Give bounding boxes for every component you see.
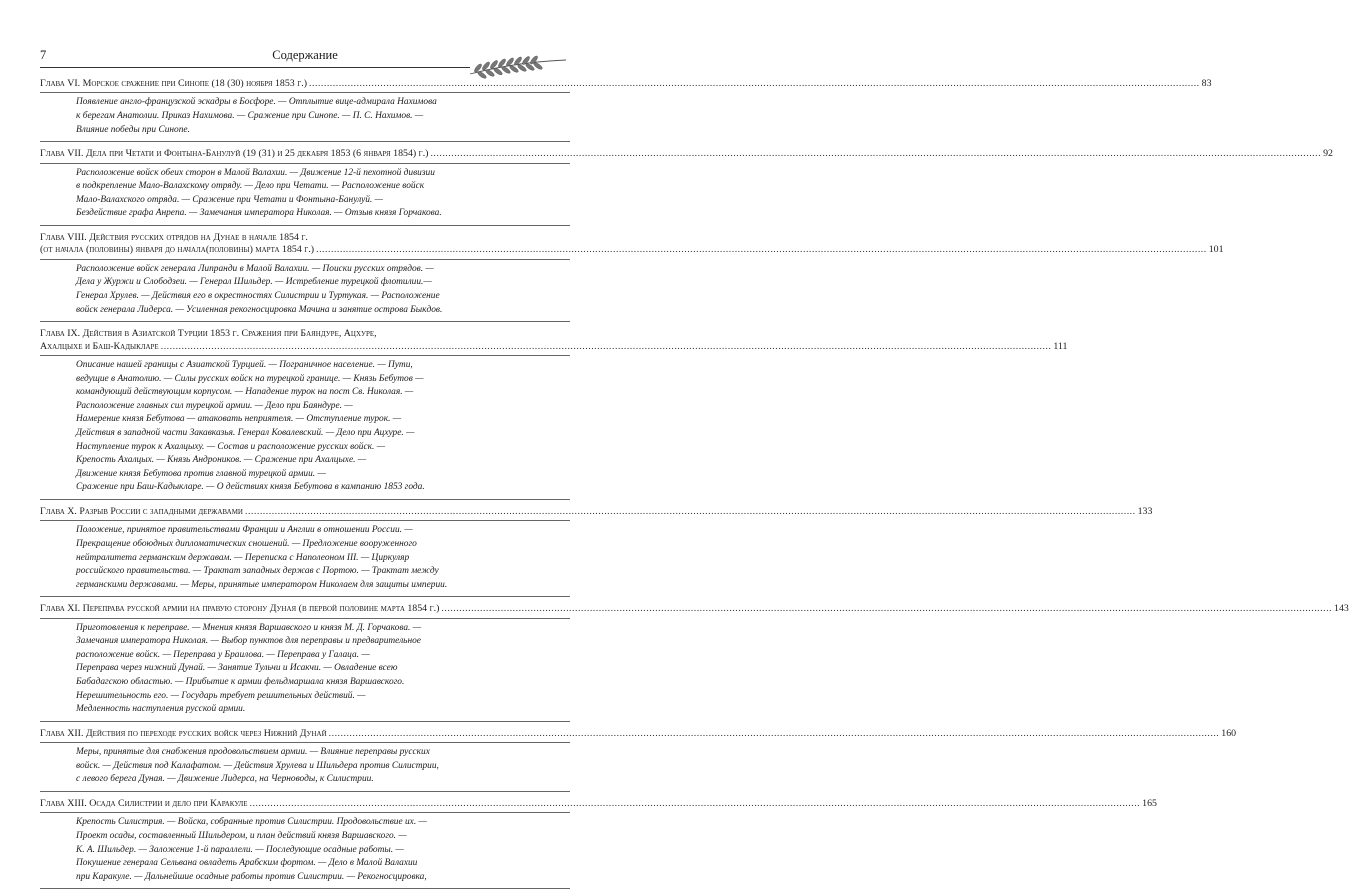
chapter-page-number: 92 (1323, 148, 1333, 160)
summary-line: Приготовления к переправе. — Мнения князя Варшавского и князя М. Д. Горчакова. — (76, 622, 422, 633)
chapter-page-number: 165 (1142, 798, 1157, 810)
leader-dots: ............................................................................................................................................................................................................................................................................................................ (328, 727, 1220, 739)
summary-line: Меры, принятые для снабжения продовольствием армии. — Влияние переправы русских (76, 747, 430, 758)
toc-chapter (40, 78, 1212, 142)
summary-line: К. А. Шильдер. — Заложение 1-й параллели. — Последующие осадные работы. — (76, 844, 404, 855)
toc-chapter (40, 231, 1224, 322)
summary-line: войск. — Действия под Калафатом. — Действия Хрулева и Шильдера против Силистрии, (76, 760, 439, 771)
chapter-title-line (40, 603, 1349, 615)
summary-line: Генерал Хрулев. — Действия его в окрестностях Силистрии и Туртукая. — Расположение (76, 290, 440, 301)
summary-line: Покушение генерала Сельвана овладеть Арабским фортом. — Дело в Малой Валахии (76, 858, 418, 869)
summary-line: Замечания императора Николая. — Выбор пунктов для переправы и предварительное (76, 636, 421, 647)
chapter-summary (40, 520, 570, 597)
summary-line: к берегам Анатолии. Приказ Нахимова. — Сражение при Синопе. — П. С. Нахимов. — (76, 111, 424, 121)
leader-dots: ............................................................................................................................................................................................................................................................................................................ (160, 340, 1052, 352)
page-title: Содержание (272, 48, 338, 62)
toc-chapter (40, 505, 1153, 597)
summary-line: германскими державами. — Меры, принятые императором Николаем для защиты империи. (76, 579, 448, 590)
summary-line: Наступление турок к Ахалцыху. — Состав и расположение русских войск. — (76, 441, 386, 452)
summary-line: Дела у Журжи и Слободзеи. — Генерал Шильдер. — Истребление турецкой флотилии.— (76, 277, 432, 288)
laurel-ornament-icon (466, 52, 570, 80)
toc-chapter (40, 328, 1068, 500)
chapter-title-line (40, 798, 1157, 810)
summary-line: Крепость Ахалцых. — Князь Андроников. — Сражение при Ахалцыхе. — (76, 455, 367, 466)
chapter-summary (40, 92, 570, 142)
summary-line: Прекращение обоюдных дипломатических сношений. — Предложение вооруженного (76, 538, 417, 549)
header-rule (40, 67, 470, 68)
summary-line: Бездействие графа Анрепа. — Замечания императора Николая. — Отзыв князя Горчакова. (76, 208, 442, 219)
chapter-summary (40, 618, 570, 722)
summary-line: Сражение при Баш-Кадыкларе. — О действиях князя Бебутова в кампанию 1853 года. (76, 482, 425, 493)
summary-line: Переправа через нижний Дунай. — Занятие Тульчи и Исакчи. — Овладение всею (76, 663, 398, 674)
chapter-page-number: 101 (1208, 244, 1224, 256)
chapter-title: (от начала (половины) января до начала(половины) марта 1854 г.) (40, 244, 315, 256)
summary-line: расположение войск. — Переправа у Браилова. — Переправа у Галаца. — (76, 649, 370, 660)
summary-line: Намерение князя Бебутова — атаковать неприятеля. — Отступление турок. — (76, 414, 402, 425)
toc-chapter (40, 603, 1349, 722)
table-of-contents (40, 78, 1349, 895)
chapter-title: Глава IX. Действия в Азиатской Турции 1853 г. Сражения при Баяндуре, Ацхуре, (40, 328, 377, 340)
toc-chapter (40, 148, 1333, 226)
chapter-summary (40, 259, 570, 322)
chapter-title-line (40, 340, 1068, 353)
summary-line: командующий действующим корпусом. — Нападение турок на пост Св. Николая. — (76, 387, 414, 398)
chapter-summary (40, 355, 570, 500)
summary-line: Проект осады, составленный Шильдером, и план действий князя Варшавского. — (76, 831, 407, 842)
leader-dots: ............................................................................................................................................................................................................................................................................................................ (316, 244, 1207, 256)
summary-line: Появление англо-французской эскадры в Босфоре. — Отплытие вице-адмирала Нахимова (76, 97, 437, 108)
summary-line: Положение, принятое правительствами Франции и Англии в отношении России. — (76, 525, 413, 536)
leader-dots: ............................................................................................................................................................................................................................................................................................................ (441, 603, 1333, 615)
summary-line: Расположение войск обеих сторон в Малой Валахии. — Движение 12-й пехотной дивизии (76, 167, 435, 178)
chapter-page-number: 143 (1334, 603, 1349, 615)
summary-line: Действия в западной части Закавказья. Генерал Ковалевский. — Дело при Ацхуре. — (76, 427, 415, 438)
chapter-page-number: 160 (1221, 727, 1237, 739)
summary-line: Движение князя Бебутова против главной турецкой армии. — (76, 468, 326, 479)
summary-line: российского правительства. — Трактат западных держав с Портою. — Трактат между (76, 566, 439, 577)
leader-dots: ............................................................................................................................................................................................................................................................................................................ (249, 798, 1141, 810)
chapter-title-line-continued (40, 232, 570, 244)
summary-line: Бабадагскою областью. — Прибытие к армии фельдмаршала князя Варшавского. (76, 677, 405, 688)
summary-line: Расположение главных сил турецкой армии. — Дело при Баяндуре. — (76, 400, 353, 411)
summary-line: Крепость Силистрия. — Войска, собранные против Силистрии. Продовольствие их. — (76, 817, 427, 828)
chapter-title: Ахалцыхе и Баш-Кадыкларе (40, 340, 159, 352)
chapter-title-line (40, 78, 1212, 90)
summary-line: в подкрепление Мало-Валахскому отряду. — Дело при Четати. — Расположение войск (76, 181, 425, 192)
toc-chapter (40, 798, 1157, 889)
chapter-title-line (40, 244, 1224, 256)
summary-line: ведущие в Анатолию. — Силы русских войск на турецкой границе. — Князь Бебутов — (76, 373, 424, 384)
chapter-page-number: 133 (1137, 505, 1153, 517)
chapter-title-line (40, 148, 1333, 160)
chapter-title: Глава VII. Дела при Четати и Фонтына-Банулуй (19 (31) и 25 декабря 1853 (6 января 1854) г.) (40, 148, 429, 160)
chapter-summary (40, 812, 570, 889)
chapter-title: Глава X. Разрыв России с западными державами (40, 505, 243, 517)
summary-line: Медленность наступления русской армии. (76, 704, 246, 715)
summary-line: Влияние победы при Синопе. (76, 124, 190, 135)
leader-dots: ............................................................................................................................................................................................................................................................................................................ (309, 78, 1200, 89)
chapter-title-line (40, 505, 1153, 518)
chapter-title: Глава VI. Морское сражение при Синопе (18 (30) ноября 1853 г.) (40, 78, 308, 89)
leader-dots: ............................................................................................................................................................................................................................................................................................................ (430, 148, 1322, 160)
summary-line: войск генерала Лидерса. — Усиленная рекогносцировка Мачина и занятие острова Быкдов. (76, 304, 443, 315)
summary-line: Мало-Валахского отряда. — Сражение при Четати и Фонтына-Банулуй. — (76, 194, 383, 205)
summary-line: с левого берега Дуная. — Движение Лидерса, на Черноводы, к Силистрии. (76, 774, 374, 785)
summary-line: при Каракуле. — Дальнейшие осадные работы против Силистрии. — Рекогносцировка, (76, 871, 427, 882)
summary-line: Описание нашей границы с Азиатской Турцией. — Пограничное население. — Пути, (76, 359, 413, 370)
chapter-summary (40, 742, 570, 792)
chapter-title: Глава XII. Действия по переходе русских войск через Нижний Дунай (40, 727, 327, 739)
summary-line: Расположение войск генерала Липранди в Малой Валахии. — Поиски русских отрядов. — (76, 263, 434, 274)
chapter-page-number: 111 (1053, 340, 1068, 352)
chapter-title: Глава XIII. Осада Силистрии и дело при Каракуле (40, 798, 248, 810)
leader-dots: ............................................................................................................................................................................................................................................................................................................ (244, 505, 1136, 517)
chapter-title: Глава XI. Переправа русской армии на правую сторону Дуная (в первой половине марта 1854 г.) (40, 603, 440, 615)
chapter-title-line (40, 727, 1237, 740)
summary-line: нейтралитета германским державам. — Переписка с Наполеоном III. — Циркуляр (76, 552, 410, 563)
chapter-summary (40, 163, 570, 226)
chapter-title-line-continued (40, 328, 570, 340)
chapter-page-number: 83 (1201, 78, 1212, 89)
summary-line: Нерешительность его. — Государь требует решительных действий. — (76, 690, 366, 701)
chapter-title: Глава VIII. Действия русских отрядов на Дунае в начале 1854 г. (40, 231, 308, 243)
toc-chapter (40, 727, 1237, 792)
page-number: 7 (40, 48, 47, 62)
